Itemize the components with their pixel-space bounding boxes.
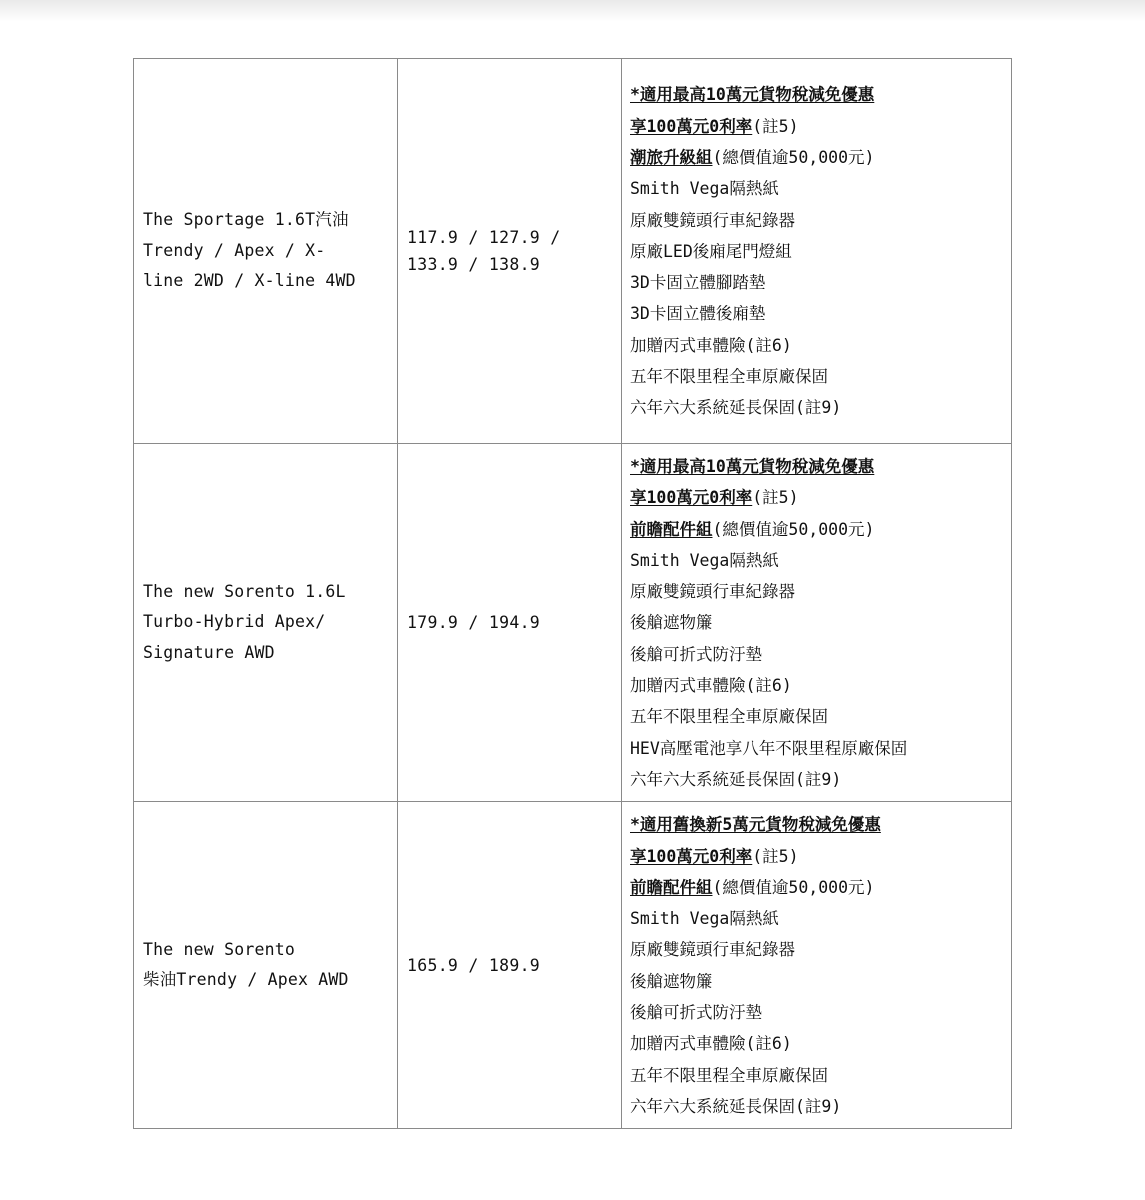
offer-text: (註5) [752, 116, 799, 136]
offer-item [630, 903, 1007, 934]
offer-item [630, 236, 1007, 267]
table-row [134, 59, 1012, 444]
offer-text: 3D卡固立體後廂墊 [630, 304, 766, 324]
offer-item [630, 576, 1007, 607]
offer-highlight: 享100萬元0利率 [630, 846, 753, 866]
offer-item [630, 607, 1007, 638]
offer-highlight: 享100萬元0利率 [630, 116, 753, 136]
offer-text: (總價值逾50,000元) [712, 147, 875, 167]
offer-item [630, 841, 1007, 872]
offer-text: 原廠雙鏡頭行車紀錄器 [630, 940, 795, 960]
offer-cell [622, 59, 1012, 444]
offer-highlight: 前瞻配件組 [630, 519, 713, 539]
offer-text: 後艙可折式防汙墊 [630, 1003, 762, 1023]
offer-text: HEV高壓電池享八年不限里程原廠保固 [630, 738, 908, 758]
offer-cell [622, 802, 1012, 1129]
model-cell [134, 802, 398, 1129]
price-text [398, 609, 621, 636]
offer-text: (註5) [752, 846, 799, 866]
offer-list [622, 444, 1011, 801]
offer-text: 原廠LED後廂尾門燈組 [630, 241, 792, 261]
offer-text: 六年六大系統延長保固(註9) [630, 769, 842, 789]
model-line: The Sportage 1.6T汽油 [143, 210, 349, 230]
promotion-table [133, 58, 1012, 1129]
offer-text: 後艙可折式防汙墊 [630, 644, 762, 664]
price-cell [398, 59, 622, 444]
price-text [398, 224, 621, 278]
offer-item [630, 934, 1007, 965]
offer-item [630, 997, 1007, 1028]
offer-highlight: *適用最高10萬元貨物稅減免優惠 [630, 457, 875, 476]
table-row [134, 802, 1012, 1129]
offer-item [630, 205, 1007, 236]
offer-item [630, 514, 1007, 545]
offer-list [622, 72, 1011, 429]
price-cell [398, 444, 622, 802]
offer-item [630, 670, 1007, 701]
model-name [134, 935, 397, 996]
offer-item [630, 701, 1007, 732]
model-name [134, 205, 397, 297]
table-row [134, 444, 1012, 802]
offer-item [630, 1091, 1007, 1122]
model-cell [134, 444, 398, 802]
offer-text: 加贈丙式車體險(註6) [630, 1034, 792, 1054]
offer-highlight: *適用舊換新5萬元貨物稅減免優惠 [630, 815, 881, 835]
offer-text: 六年六大系統延長保固(註9) [630, 1096, 842, 1116]
offer-text: (總價值逾50,000元) [712, 877, 875, 897]
offer-item [630, 330, 1007, 361]
offer-item [630, 392, 1007, 423]
model-line: Trendy / Apex / X- [143, 240, 326, 260]
offer-text: (總價值逾50,000元) [712, 519, 875, 539]
offer-item [630, 142, 1007, 173]
offer-highlight: 潮旅升級組 [630, 147, 713, 167]
offer-item [630, 173, 1007, 204]
offer-item [630, 809, 1007, 840]
offer-item [630, 1028, 1007, 1059]
offer-item [630, 111, 1007, 142]
offer-highlight: *適用最高10萬元貨物稅減免優惠 [630, 85, 875, 105]
offer-item [630, 79, 1007, 110]
offer-text: 六年六大系統延長保固(註9) [630, 398, 842, 418]
offer-list [622, 802, 1011, 1128]
offer-item [630, 482, 1007, 513]
offer-item [630, 267, 1007, 298]
offer-text: 五年不限里程全車原廠保固 [630, 707, 828, 727]
offer-item [630, 298, 1007, 329]
model-line: The new Sorento [143, 939, 296, 959]
model-line: Signature AWD [143, 642, 275, 662]
offer-text: Smith Vega隔熱紙 [630, 179, 779, 199]
price-line: 117.9 / 127.9 / [407, 228, 561, 247]
offer-text: 加贈丙式車體險(註6) [630, 335, 792, 355]
model-line: line 2WD / X-line 4WD [143, 271, 356, 291]
model-line: The new Sorento 1.6L [143, 581, 346, 601]
offer-item [630, 872, 1007, 903]
offer-text: 五年不限里程全車原廠保固 [630, 1065, 828, 1085]
offer-item [630, 639, 1007, 670]
price-line: 165.9 / 189.9 [407, 955, 541, 975]
offer-highlight: 前瞻配件組 [630, 877, 713, 897]
offer-item [630, 1060, 1007, 1091]
offer-item [630, 733, 1007, 764]
price-line: 133.9 / 138.9 [407, 255, 541, 274]
offer-highlight: 享100萬元0利率 [630, 488, 753, 508]
model-line: 柴油Trendy / Apex AWD [143, 970, 349, 990]
offer-text: 原廠雙鏡頭行車紀錄器 [630, 582, 795, 602]
offer-text: 3D卡固立體腳踏墊 [630, 273, 766, 293]
price-text [398, 952, 621, 979]
model-line: Turbo-Hybrid Apex/ [143, 612, 326, 632]
offer-text: Smith Vega隔熱紙 [630, 909, 779, 929]
offer-text: (註5) [752, 488, 799, 508]
price-cell [398, 802, 622, 1129]
offer-item [630, 966, 1007, 997]
offer-item [630, 451, 1007, 482]
model-cell [134, 59, 398, 444]
offer-text: 加贈丙式車體險(註6) [630, 676, 792, 696]
offer-text: 五年不限里程全車原廠保固 [630, 367, 828, 387]
offer-text: 後艙遮物簾 [630, 971, 713, 991]
price-line: 179.9 / 194.9 [407, 613, 541, 633]
offer-cell [622, 444, 1012, 802]
offer-text: Smith Vega隔熱紙 [630, 550, 779, 570]
offer-text: 原廠雙鏡頭行車紀錄器 [630, 210, 795, 230]
offer-item [630, 361, 1007, 392]
offer-item [630, 764, 1007, 795]
offer-text: 後艙遮物簾 [630, 613, 713, 633]
model-name [134, 577, 397, 669]
offer-item [630, 545, 1007, 576]
